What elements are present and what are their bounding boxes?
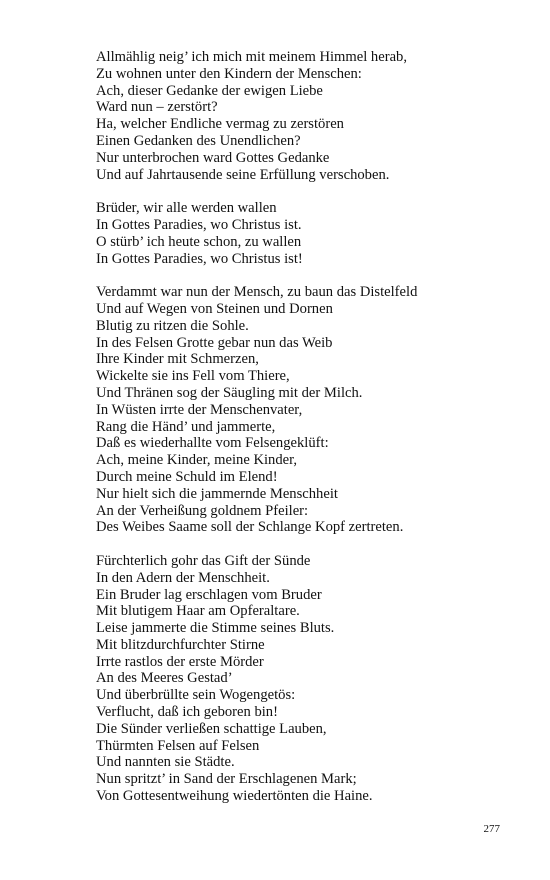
poem-line: Irrte rastlos der erste Mörder	[96, 653, 264, 670]
poem-line: Von Gottesentweihung wiedertönten die Haine.	[96, 788, 373, 805]
poem-line: Thürmten Felsen auf Felsen	[96, 737, 260, 754]
poem-line: An der Verheißung goldnem Pfeiler:	[96, 502, 309, 519]
stanza	[96, 284, 526, 536]
poem-text	[96, 49, 526, 822]
poem-line: O stürb’ ich heute schon, zu wallen	[96, 233, 302, 250]
poem-line: Des Weibes Saame soll der Schlange Kopf zertreten.	[96, 519, 404, 536]
poem-line: In Wüsten irrte der Menschenvater,	[96, 401, 303, 418]
poem-line: Durch meine Schuld im Elend!	[96, 468, 278, 485]
poem-line: Nun spritzt’ in Sand der Erschlagenen Mark;	[96, 771, 357, 788]
poem-line: In Gottes Paradies, wo Christus ist.	[96, 216, 302, 233]
poem-line: Leise jammerte die Stimme seines Bluts.	[96, 620, 335, 637]
poem-line: Ach, meine Kinder, meine Kinder,	[96, 452, 298, 469]
poem-line: In den Adern der Menschheit.	[96, 569, 270, 586]
poem-line: Ein Bruder lag erschlagen vom Bruder	[96, 586, 322, 603]
poem-line: Und nannten sie Städte.	[96, 754, 235, 771]
stanza	[96, 49, 526, 183]
poem-line: Verflucht, daß ich geboren bin!	[96, 704, 278, 721]
poem-line: Nur unterbrochen ward Gottes Gedanke	[96, 149, 330, 166]
poem-line: Mit blutigem Haar am Opferaltare.	[96, 603, 300, 620]
poem-line: Brüder, wir alle werden wallen	[96, 200, 277, 217]
stanza	[96, 200, 526, 267]
poem-line: Mit blitzdurchfurchter Stirne	[96, 636, 265, 653]
poem-line: Verdammt war nun der Mensch, zu baun das Distelfeld	[96, 284, 418, 301]
poem-line: Rang die Händ’ und jammerte,	[96, 418, 276, 435]
poem-line: Zu wohnen unter den Kindern der Menschen:	[96, 65, 362, 82]
poem-line: Und auf Jahrtausende seine Erfüllung verschoben.	[96, 166, 390, 183]
poem-line: An des Meeres Gestad’	[96, 670, 233, 687]
poem-line: Einen Gedanken des Unendlichen?	[96, 132, 301, 149]
poem-line: Blutig zu ritzen die Sohle.	[96, 317, 249, 334]
poem-line: Wickelte sie ins Fell vom Thiere,	[96, 368, 290, 385]
poem-line: Ihre Kinder mit Schmerzen,	[96, 351, 259, 368]
poem-line: Ward nun – zerstört?	[96, 99, 218, 116]
poem-line: Nur hielt sich die jammernde Menschheit	[96, 485, 338, 502]
poem-line: Ach, dieser Gedanke der ewigen Liebe	[96, 82, 323, 99]
stanza	[96, 553, 526, 805]
poem-line: Allmählig neig’ ich mich mit meinem Himmel herab,	[96, 49, 407, 65]
poem-line: Fürchterlich gohr das Gift der Sünde	[96, 552, 311, 569]
poem-line: Die Sünder verließen schattige Lauben,	[96, 720, 327, 737]
poem-line: Ha, welcher Endliche vermag zu zerstören	[96, 116, 344, 133]
poem-line: In Gottes Paradies, wo Christus ist!	[96, 250, 303, 267]
poem-line: Und Thränen sog der Säugling mit der Milch.	[96, 384, 363, 401]
poem-line: Daß es wiederhallte vom Felsengeklüft:	[96, 435, 329, 452]
poem-line: Und auf Wegen von Steinen und Dornen	[96, 300, 333, 317]
poem-line: Und überbrüllte sein Wogengetös:	[96, 687, 296, 704]
page-number: 277	[483, 823, 500, 835]
poem-line: In des Felsen Grotte gebar nun das Weib	[96, 334, 333, 351]
